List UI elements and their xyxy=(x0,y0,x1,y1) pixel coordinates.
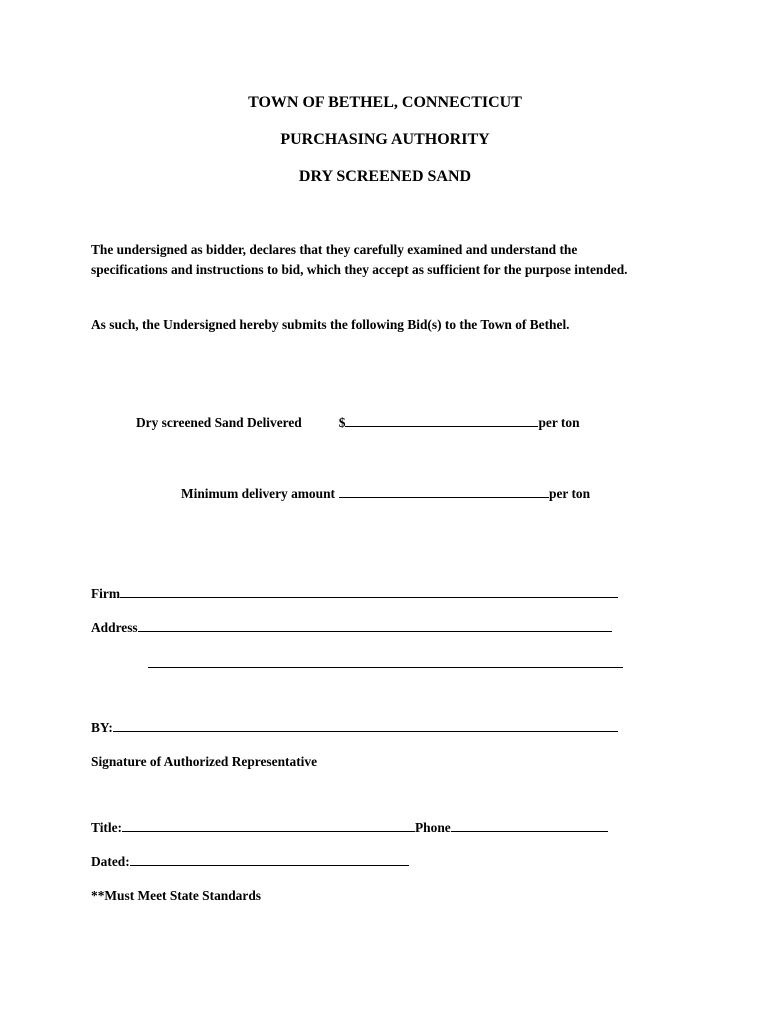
dated-label: Dated: xyxy=(91,854,130,869)
price-field[interactable] xyxy=(345,415,538,427)
title-field[interactable] xyxy=(122,820,415,832)
price-unit: per ton xyxy=(538,415,580,430)
title-label: Title: xyxy=(91,820,122,835)
firm-row xyxy=(91,586,618,602)
price-item-label: Dry screened Sand Delivered xyxy=(136,415,302,430)
item-heading: DRY SCREENED SAND xyxy=(298,168,472,185)
currency-symbol: $ xyxy=(338,415,346,430)
address-field[interactable] xyxy=(138,620,612,632)
signature-field[interactable] xyxy=(113,720,618,732)
price-row xyxy=(136,415,580,431)
address-second-line[interactable] xyxy=(148,667,623,668)
minimum-delivery-unit: per ton xyxy=(549,486,591,501)
address-row xyxy=(91,620,612,636)
dated-row xyxy=(91,854,409,870)
firm-label: Firm xyxy=(91,586,120,601)
by-label: BY: xyxy=(91,720,113,735)
title-phone-row xyxy=(91,820,608,836)
dated-field[interactable] xyxy=(130,854,409,866)
standards-note: **Must Meet State Standards xyxy=(91,888,261,903)
minimum-delivery-row xyxy=(181,486,590,502)
bid-submission-statement: As such, the Undersigned hereby submits the following Bid(s) to the Town of Bethel. xyxy=(91,317,570,332)
firm-field[interactable] xyxy=(120,586,618,598)
town-heading: TOWN OF BETHEL, CONNECTICUT xyxy=(248,94,522,111)
minimum-delivery-label: Minimum delivery amount xyxy=(181,486,335,501)
signature-row xyxy=(91,720,618,736)
bidder-declaration: The undersigned as bidder, declares that they carefully examined and understand the specifications and instructions to bid, which they accept as sufficient for the purpose intended. xyxy=(91,242,628,277)
signature-caption: Signature of Authorized Representative xyxy=(91,754,318,769)
minimum-delivery-field[interactable] xyxy=(339,486,549,498)
address-label: Address xyxy=(91,620,138,635)
authority-heading: PURCHASING AUTHORITY xyxy=(280,131,490,148)
phone-label: Phone xyxy=(415,820,451,835)
phone-field[interactable] xyxy=(451,820,608,832)
